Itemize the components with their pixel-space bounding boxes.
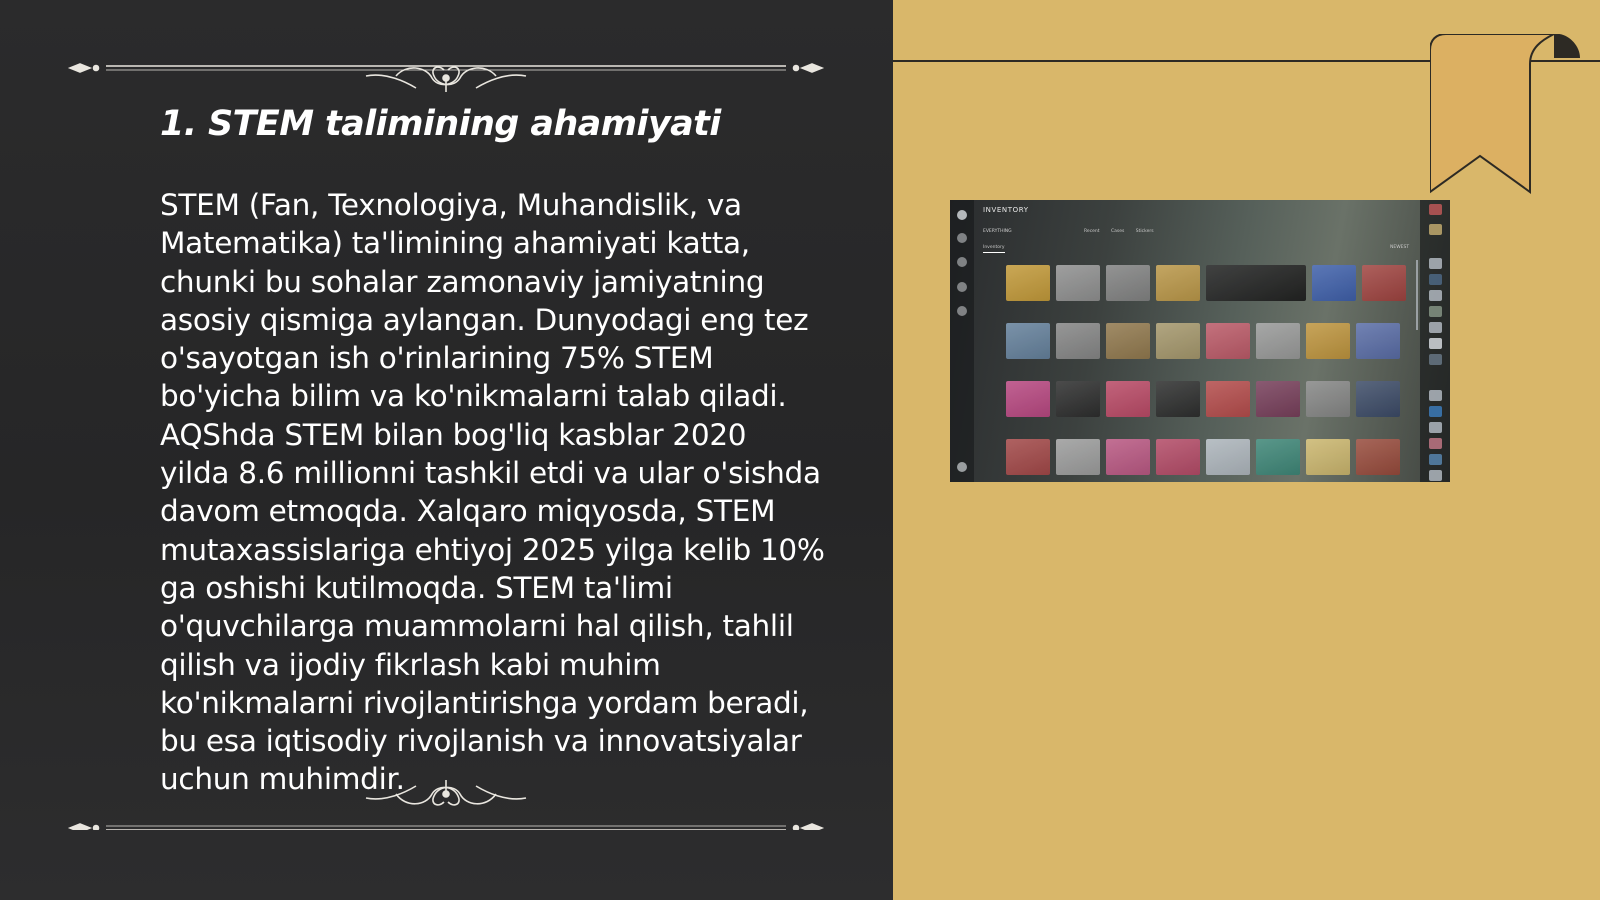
- body-line: bo'yicha bilim va ko'nikmalarni talab qiladi.: [160, 379, 787, 414]
- friend-icon: [1429, 354, 1442, 365]
- inventory-item: [1056, 381, 1100, 417]
- inventory-item: [1156, 439, 1200, 475]
- friend-icon: [1429, 422, 1442, 433]
- slide-body-text: [160, 186, 846, 799]
- body-line: uchun muhimdir.: [160, 762, 405, 797]
- body-line: yilda 8.6 millionni tashkil etdi va ular o'sishda: [160, 456, 821, 491]
- inventory-item: [1256, 323, 1300, 359]
- body-line: AQShda STEM bilan bog'liq kasblar 2020: [160, 417, 747, 452]
- avatar-icon: [1429, 204, 1442, 215]
- inventory-item-grid: [1006, 265, 1411, 480]
- power-icon: [957, 462, 967, 472]
- inventory-item: [1106, 439, 1150, 475]
- inventory-item: [1306, 323, 1350, 359]
- friend-icon: [1429, 454, 1442, 465]
- inventory-item: [1312, 265, 1356, 301]
- friend-icon: [1429, 322, 1442, 333]
- inventory-item: [1056, 439, 1100, 475]
- inventory-item: [1256, 439, 1300, 475]
- inventory-tab: Cases: [1111, 229, 1125, 234]
- inventory-left-rail: [950, 200, 974, 482]
- inventory-tabs: [1084, 229, 1164, 234]
- inventory-item: [1206, 381, 1250, 417]
- body-line: qilish va ijodiy fikrlash kabi muhim: [160, 647, 661, 682]
- body-line: Matematika) ta'limining ahamiyati katta,: [160, 226, 750, 261]
- inventory-item: [1156, 381, 1200, 417]
- friend-icon: [1429, 390, 1442, 401]
- inventory-tab: Recent: [1084, 229, 1100, 234]
- tv-icon: [957, 282, 967, 292]
- inventory-item: [1006, 323, 1050, 359]
- body-line: ko'nikmalarni rivojlantirishga yordam beradi,: [160, 685, 809, 720]
- friend-icon: [1429, 306, 1442, 317]
- inventory-item: [1056, 265, 1100, 301]
- inventory-item: [1356, 323, 1400, 359]
- inventory-item: [1106, 323, 1150, 359]
- inventory-item: [1006, 381, 1050, 417]
- body-line: o'sayotgan ish o'rinlarining 75% STEM: [160, 341, 714, 376]
- inventory-screenshot: [950, 200, 1450, 482]
- inventory-item: [1356, 381, 1400, 417]
- gear-icon: [957, 306, 967, 316]
- home-icon: [957, 210, 967, 220]
- inventory-title: INVENTORY: [983, 206, 1029, 214]
- body-line: bu esa iqtisodiy rivojlanish va innovatsiyalar: [160, 724, 802, 759]
- inventory-item: [1006, 439, 1050, 475]
- rank-icon: [1429, 224, 1442, 235]
- ornament-divider-bottom-icon: [66, 780, 826, 830]
- inventory-item: [1156, 265, 1200, 301]
- inventory-item: [1206, 323, 1250, 359]
- body-line: chunki bu sohalar zamonaviy jamiyatning: [160, 264, 765, 299]
- body-line: o'quvchilarga muammolarni hal qilish, tahlil: [160, 609, 794, 644]
- friend-icon: [1429, 470, 1442, 481]
- body-line: asosiy qismiga aylangan. Dunyodagi eng tez: [160, 302, 809, 337]
- inventory-tab: Stickers: [1135, 229, 1154, 234]
- body-line: STEM (Fan, Texnologiya, Muhandislik, va: [160, 188, 742, 222]
- friend-icon: [1429, 338, 1442, 349]
- friend-icon: [1429, 406, 1442, 417]
- inventory-subtab: Inventory: [983, 245, 1005, 253]
- inventory-item: [1106, 381, 1150, 417]
- friend-icon: [1429, 290, 1442, 301]
- inventory-item: [1306, 381, 1350, 417]
- inventory-item: [1056, 323, 1100, 359]
- check-icon: [957, 257, 967, 267]
- inventory-item: [1156, 323, 1200, 359]
- inventory-filter: EVERYTHING: [983, 229, 1012, 234]
- friend-icon: [1429, 274, 1442, 285]
- friend-icon: [1429, 438, 1442, 449]
- inventory-item: [1206, 265, 1306, 301]
- body-line: mutaxassislariga ehtiyoj 2025 yilga kelib 10%: [160, 532, 825, 567]
- body-line: ga oshishi kutilmoqda. STEM ta'limi: [160, 570, 673, 605]
- inventory-item: [1006, 265, 1050, 301]
- inventory-item: [1306, 439, 1350, 475]
- body-line: davom etmoqda. Xalqaro miqyosda, STEM: [160, 494, 776, 529]
- friends-right-rail: [1420, 200, 1450, 482]
- friend-icon: [1429, 258, 1442, 269]
- slide-title: 1. STEM talimining ahamiyati: [160, 104, 721, 144]
- inventory-item: [1362, 265, 1406, 301]
- ornament-divider-top-icon: [66, 42, 826, 92]
- refresh-icon: [957, 233, 967, 243]
- inventory-item: [1106, 265, 1150, 301]
- inventory-sort: NEWEST: [1390, 245, 1410, 250]
- bookmark-ribbon-icon: [1430, 34, 1590, 200]
- inventory-item: [1356, 439, 1400, 475]
- inventory-item: [1256, 381, 1300, 417]
- inventory-item: [1206, 439, 1250, 475]
- inventory-scrollbar: [1416, 260, 1418, 330]
